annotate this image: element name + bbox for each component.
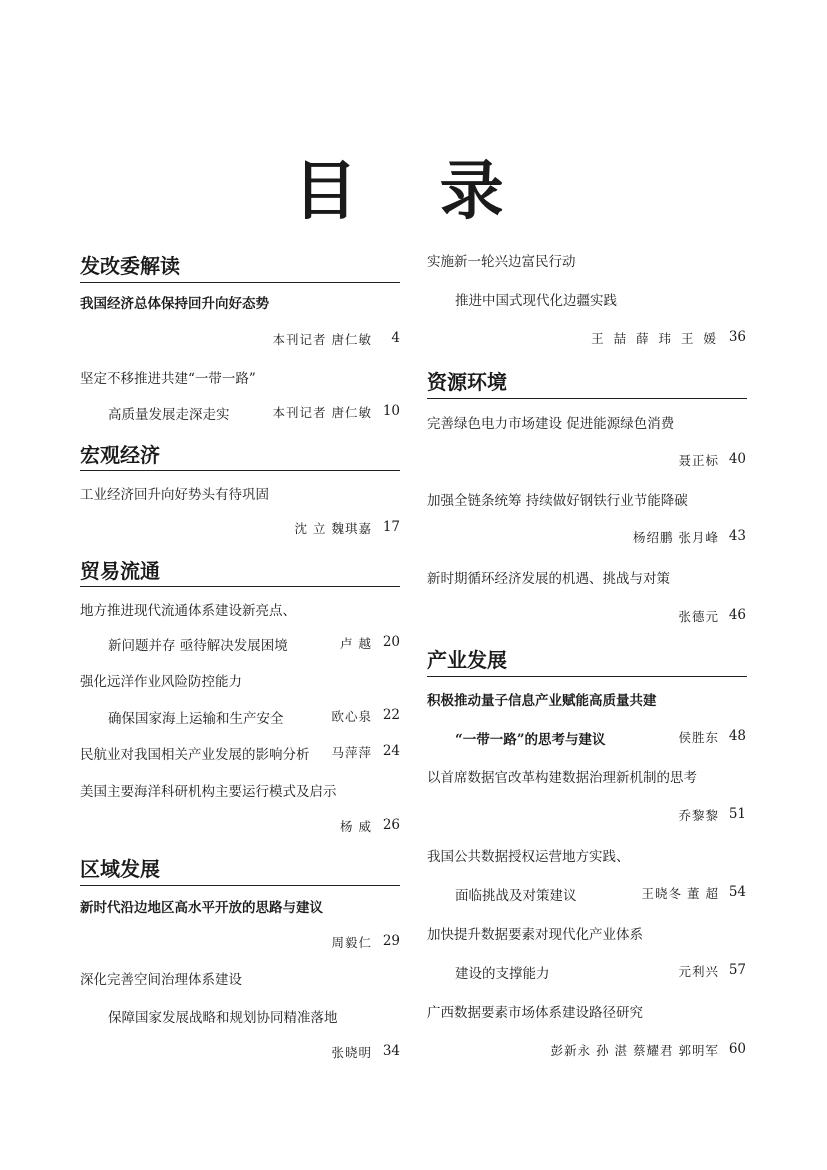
entry-title-line: 完善绿色电力市场建设 促进能源绿色消费 xyxy=(427,416,675,432)
entry-page: 10 xyxy=(382,403,400,419)
entry-author: 杨绍鹏 张月峰 xyxy=(633,530,719,545)
entry-title-line: 地方推进现代流通体系建设新亮点、 xyxy=(80,603,296,619)
entry-title-line: 新时期循环经济发展的机遇、挑战与对策 xyxy=(427,571,670,587)
entry-author: 张晓明 xyxy=(331,1045,372,1060)
entry-page: 4 xyxy=(391,330,400,346)
entry-author: 王 喆 薛 玮 王 媛 xyxy=(591,331,719,346)
entry-title-line: 深化完善空间治理体系建设 xyxy=(80,972,242,988)
entry-page: 36 xyxy=(728,329,746,345)
entry-author: 杨 威 xyxy=(340,819,372,834)
entry-page: 46 xyxy=(728,607,746,623)
entry-title-line: 积极推动量子信息产业赋能高质量共建 xyxy=(427,693,657,709)
entry-author: 张德元 xyxy=(678,609,719,624)
entry-title-line: 高质量发展走深走实 xyxy=(108,407,230,423)
section-rule xyxy=(80,586,400,587)
entry-title-line: 强化远洋作业风险防控能力 xyxy=(80,674,242,690)
entry-author: 侯胜东 xyxy=(678,730,719,745)
entry-title-line: 建设的支撑能力 xyxy=(455,966,550,982)
entry-page: 26 xyxy=(382,817,400,833)
section-rule xyxy=(80,885,400,886)
entry-title-line: 加强全链条统筹 持续做好钢铁行业节能降碳 xyxy=(427,493,688,509)
entry-page: 51 xyxy=(728,806,746,822)
entry-author: 王晓冬 董 超 xyxy=(641,886,719,901)
entry-page: 48 xyxy=(728,728,746,744)
entry-page: 57 xyxy=(728,962,746,978)
entry-title-line: 保障国家发展战略和规划协同精准落地 xyxy=(108,1010,338,1026)
section-rule xyxy=(80,282,400,283)
entry-author: 卢 越 xyxy=(340,636,372,651)
entry-author: 沈 立 魏琪嘉 xyxy=(294,521,372,536)
entry-title-line: 以首席数据官改革构建数据治理新机制的思考 xyxy=(427,770,697,786)
section-heading: 产业发展 xyxy=(427,648,507,672)
entry-title-line: 面临挑战及对策建议 xyxy=(455,888,577,904)
entry-page: 29 xyxy=(382,933,400,949)
entry-title-line: 确保国家海上运输和生产安全 xyxy=(108,711,284,727)
section-heading: 贸易流通 xyxy=(80,559,160,583)
entry-page: 24 xyxy=(382,743,400,759)
section-heading: 发改委解读 xyxy=(80,254,180,278)
section-rule xyxy=(427,398,747,399)
entry-page: 54 xyxy=(728,884,746,900)
entry-title-line: 实施新一轮兴边富民行动 xyxy=(427,254,576,270)
section-rule xyxy=(80,470,400,471)
entry-title-line: 坚定不移推进共建“一带一路” xyxy=(80,371,256,387)
section-heading: 资源环境 xyxy=(427,370,507,394)
entry-author: 元利兴 xyxy=(678,964,719,979)
entry-title-line: 美国主要海洋科研机构主要运行模式及启示 xyxy=(80,784,337,800)
entry-page: 22 xyxy=(382,707,400,723)
entry-title-line: “一带一路”的思考与建议 xyxy=(455,732,606,748)
section-heading: 区域发展 xyxy=(80,857,160,881)
entry-page: 17 xyxy=(382,519,400,535)
entry-title-line: 广西数据要素市场体系建设路径研究 xyxy=(427,1005,643,1021)
entry-title-line: 我国公共数据授权运营地方实践、 xyxy=(427,849,630,865)
entry-page: 34 xyxy=(382,1043,400,1059)
entry-author: 周毅仁 xyxy=(331,935,372,950)
entry-author: 彭新永 孙 湛 蔡耀君 郭明军 xyxy=(550,1043,719,1058)
page-title: 目 录 xyxy=(293,154,534,229)
entry-title-line: 我国经济总体保持回升向好态势 xyxy=(80,296,269,312)
entry-title-line: 新问题并存 亟待解决发展困境 xyxy=(108,638,288,654)
entry-page: 60 xyxy=(728,1041,746,1057)
entry-title-line: 推进中国式现代化边疆实践 xyxy=(455,293,617,309)
entry-page: 43 xyxy=(728,528,746,544)
entry-author: 聂正标 xyxy=(678,453,719,468)
entry-author: 马萍萍 xyxy=(331,745,372,760)
entry-page: 20 xyxy=(382,634,400,650)
entry-author: 本刊记者 唐仁敏 xyxy=(272,405,372,420)
section-heading: 宏观经济 xyxy=(80,443,160,467)
entry-title-line: 民航业对我国相关产业发展的影响分析 xyxy=(80,747,310,763)
entry-author: 欧心泉 xyxy=(331,709,372,724)
entry-author: 本刊记者 唐仁敏 xyxy=(272,332,372,347)
entry-author: 乔黎黎 xyxy=(678,808,719,823)
entry-title-line: 新时代沿边地区高水平开放的思路与建议 xyxy=(80,900,323,916)
entry-title-line: 工业经济回升向好势头有待巩固 xyxy=(80,487,269,503)
section-rule xyxy=(427,676,747,677)
entry-title-line: 加快提升数据要素对现代化产业体系 xyxy=(427,927,643,943)
entry-page: 40 xyxy=(728,451,746,467)
